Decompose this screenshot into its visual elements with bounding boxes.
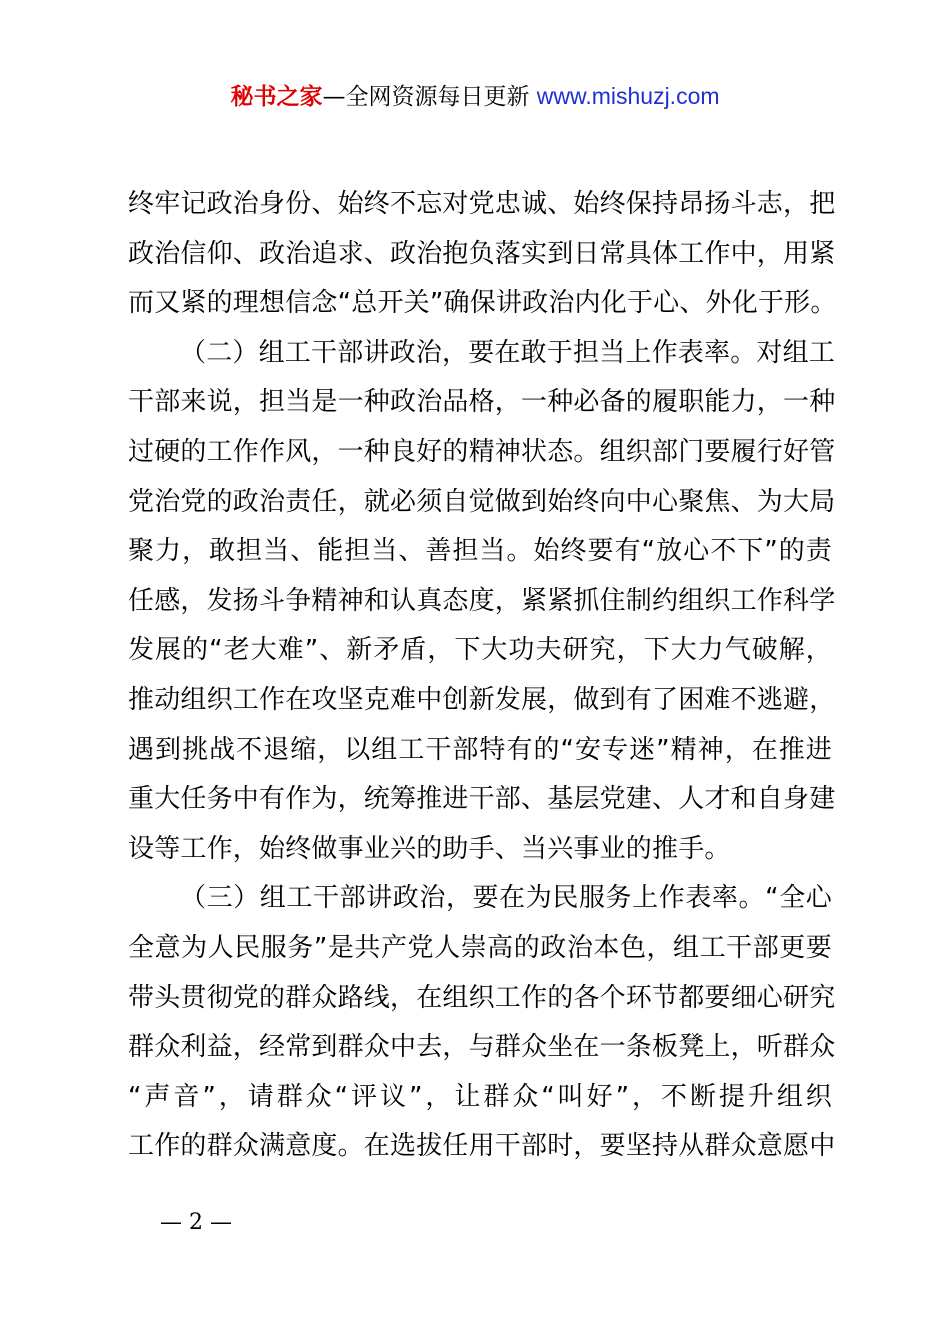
text-line: 工作的群众满意度。在选拔任用干部时，要坚持从群众意愿中	[128, 1131, 836, 1162]
text-line: 带头贯彻党的群众路线，在组织工作的各个环节都要细心研究	[128, 982, 836, 1013]
text-line: 设等工作，始终做事业兴的助手、当兴事业的推手。	[128, 833, 731, 864]
text-line: 干部来说，担当是一种政治品格，一种必备的履职能力，一种	[128, 387, 836, 418]
text-line: 发展的“老大难”、新矛盾，下大功夫研究，下大力气破解，	[128, 635, 832, 666]
text-line: 政治信仰、政治追求、政治抱负落实到日常具体工作中，用紧	[128, 238, 836, 269]
text-line: 任感，发扬斗争精神和认真态度，紧紧抓住制约组织工作科学	[128, 585, 836, 616]
text-line: 全意为人民服务”是共产党人崇高的政治本色，组工干部更要	[128, 932, 832, 963]
page-header	[0, 80, 950, 113]
text-line: 群众利益，经常到群众中去，与群众坐在一条板凳上，听群众	[128, 1032, 836, 1063]
text-line: 而又紧的理想信念“总开关”确保讲政治内化于心、外化于形。	[128, 288, 837, 319]
text-line: 遇到挑战不退缩，以组工干部特有的“安专迷”精神，在推进	[128, 734, 832, 765]
section-heading-line: （二）组工干部讲政治，要在敢于担当上作表率。对组工	[180, 337, 836, 368]
header-tagline: —全网资源每日更新	[322, 84, 537, 110]
section-heading-line: （三）组工干部讲政治，要在为民服务上作表率。“全心	[180, 883, 832, 914]
text-line: 党治党的政治责任，就必须自觉做到始终向中心聚焦、为大局	[128, 486, 836, 517]
brand-name: 秘书之家	[230, 84, 323, 110]
text-line: “声音”，请群众“评议”，让群众“叫好”，不断提升组织	[128, 1081, 832, 1112]
site-url[interactable]: www.mishuzj.com	[536, 83, 720, 109]
text-line: 聚力，敢担当、能担当、善担当。始终要有“放心不下”的责	[128, 536, 832, 567]
text-line: 过硬的工作作风，一种良好的精神状态。组织部门要履行好管	[128, 436, 836, 467]
text-line: 重大任务中有作为，统筹推进干部、基层党建、人才和自身建	[128, 784, 836, 815]
text-line: 终牢记政治身份、始终不忘对党忠诚、始终保持昂扬斗志，把	[128, 189, 836, 219]
document-body	[128, 180, 837, 1172]
text-line: 推动组织工作在攻坚克难中创新发展，做到有了困难不逃避，	[128, 684, 836, 715]
page-number: — 2 —	[160, 1210, 232, 1235]
